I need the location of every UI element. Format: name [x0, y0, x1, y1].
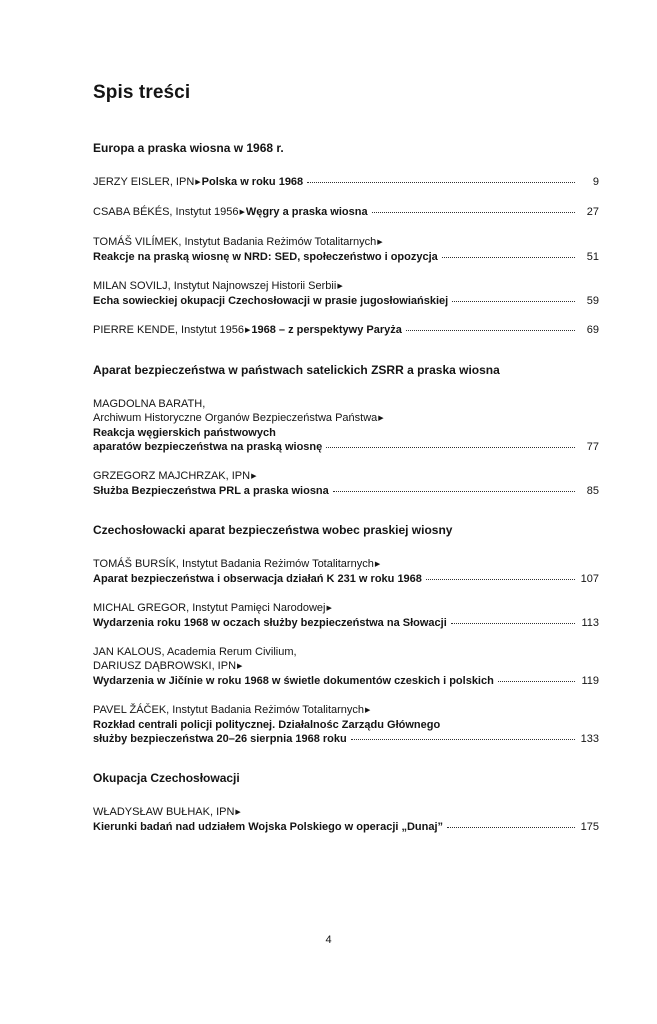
- toc-entry[interactable]: [93, 645, 599, 688]
- arrow-icon: ▶: [365, 707, 371, 714]
- toc-entry[interactable]: [93, 175, 599, 190]
- arrow-icon: ▶: [251, 473, 257, 480]
- toc-entry[interactable]: [93, 703, 599, 746]
- page-ref: 85: [586, 485, 599, 497]
- entry-author: DARIUSZ DĄBROWSKI, IPN: [93, 660, 237, 672]
- dot-leader: [447, 826, 575, 828]
- section-title: Aparat bezpieczeństwa w państwach satelickich ZSRR a praska wiosna: [93, 363, 500, 377]
- dot-leader: [451, 622, 575, 624]
- page-number: 4: [325, 934, 332, 946]
- dot-leader: [333, 490, 575, 492]
- entry-title: Węgry a praska wiosna: [245, 206, 368, 218]
- page-ref: 27: [586, 206, 599, 218]
- toc-entry[interactable]: [93, 469, 599, 498]
- page-ref: 175: [580, 821, 599, 833]
- entry-title: Polska w roku 1968: [201, 176, 304, 188]
- toc-section: [93, 522, 599, 746]
- entry-affiliation: Archiwum Historyczne Organów Bezpieczeństwa Państwa: [93, 412, 378, 424]
- table-of-contents: [93, 140, 599, 858]
- entry-title: Reakcje na praską wiosnę w NRD: SED, społeczeństwo i opozycja: [93, 251, 438, 263]
- page-ref: 59: [586, 295, 599, 307]
- entry-author: TOMÁŠ BURSÍK, Instytut Badania Reżimów Totalitarnych: [93, 558, 374, 570]
- entry-title: Wydarzenia roku 1968 w oczach służby bezpieczeństwa na Słowacji: [93, 617, 447, 629]
- dot-leader: [406, 329, 575, 331]
- dot-leader: [307, 181, 575, 183]
- arrow-icon: ▶: [377, 239, 383, 246]
- arrow-icon: ▶: [245, 327, 251, 334]
- toc-section: [93, 362, 599, 498]
- page-ref: 119: [581, 675, 599, 687]
- dot-leader: [351, 738, 575, 740]
- dot-leader: [372, 211, 575, 213]
- entry-title: Wydarzenia w Jičínie w roku 1968 w świetle dokumentów czeskich i polskich: [93, 675, 494, 687]
- toc-section: [93, 770, 599, 834]
- arrow-icon: ▶: [326, 605, 332, 612]
- arrow-icon: ▶: [195, 179, 201, 186]
- entry-author: WŁADYSŁAW BUŁHAK, IPN: [93, 806, 235, 818]
- entry-author: PIERRE KENDE, Instytut 1956: [93, 324, 245, 336]
- page-ref: 113: [581, 617, 599, 629]
- entry-author: CSABA BÉKÉS, Instytut 1956: [93, 206, 239, 218]
- arrow-icon: ▶: [237, 663, 243, 670]
- toc-entry[interactable]: [93, 205, 599, 220]
- toc-entry[interactable]: [93, 323, 599, 338]
- page-ref: 69: [586, 324, 599, 336]
- dot-leader: [326, 446, 575, 448]
- section-title: Okupacja Czechosłowacji: [93, 771, 240, 785]
- entry-author: PAVEL ŽÁČEK, Instytut Badania Reżimów Totalitarnych: [93, 704, 365, 716]
- entry-title: Echa sowieckiej okupacji Czechosłowacji w prasie jugosłowiańskiej: [93, 295, 449, 307]
- toc-entry[interactable]: [93, 601, 599, 630]
- dot-leader: [498, 680, 575, 682]
- entry-title-line: Rozkład centrali policji politycznej. Działalnośc Zarządu Głównego: [93, 719, 441, 731]
- toc-entry[interactable]: [93, 279, 599, 308]
- page-ref: 51: [586, 251, 599, 263]
- entry-title: służby bezpieczeństwa 20–26 sierpnia 1968 roku: [93, 733, 347, 745]
- entry-title: aparatów bezpieczeństwa na praską wiosnę: [93, 441, 323, 453]
- page-ref: 107: [580, 573, 599, 585]
- page-ref: 77: [586, 441, 599, 453]
- page-ref: 133: [580, 733, 599, 745]
- entry-title: 1968 – z perspektywy Paryża: [251, 324, 402, 336]
- page-ref: 9: [592, 176, 599, 188]
- dot-leader: [426, 578, 575, 580]
- arrow-icon: ▶: [337, 283, 343, 290]
- dot-leader: [442, 256, 575, 258]
- entry-title: Kierunki badań nad udziałem Wojska Polskiego w operacji „Dunaj”: [93, 821, 444, 833]
- toc-entry[interactable]: [93, 235, 599, 264]
- toc-entry[interactable]: [93, 805, 599, 834]
- entry-author: JAN KALOUS, Academia Rerum Civilium,: [93, 646, 297, 658]
- toc-entry[interactable]: [93, 397, 599, 454]
- entry-author: GRZEGORZ MAJCHRZAK, IPN: [93, 470, 251, 482]
- entry-title: Służba Bezpieczeństwa PRL a praska wiosna: [93, 485, 329, 497]
- section-title: Europa a praska wiosna w 1968 r.: [93, 141, 284, 155]
- entry-author: MICHAL GREGOR, Instytut Pamięci Narodowej: [93, 602, 326, 614]
- toc-entry[interactable]: [93, 557, 599, 586]
- dot-leader: [452, 300, 575, 302]
- entry-author: MAGDOLNA BARATH,: [93, 398, 206, 410]
- section-title: Czechosłowacki aparat bezpieczeństwa wobec praskiej wiosny: [93, 523, 453, 537]
- entry-author: JERZY EISLER, IPN: [93, 176, 195, 188]
- arrow-icon: ▶: [239, 209, 245, 216]
- page-title: Spis treści: [93, 82, 191, 103]
- entry-author: TOMÁŠ VILÍMEK, Instytut Badania Reżimów Totalitarnych: [93, 236, 377, 248]
- entry-author: MILAN SOVILJ, Instytut Najnowszej Historii Serbii: [93, 280, 337, 292]
- arrow-icon: ▶: [374, 561, 381, 568]
- entry-title: Aparat bezpieczeństwa i obserwacja działań K 231 w roku 1968: [93, 573, 422, 585]
- arrow-icon: ▶: [378, 415, 384, 422]
- arrow-icon: ▶: [235, 809, 241, 816]
- toc-section: [93, 140, 599, 338]
- entry-title-line: Reakcja węgierskich państwowych: [93, 427, 276, 439]
